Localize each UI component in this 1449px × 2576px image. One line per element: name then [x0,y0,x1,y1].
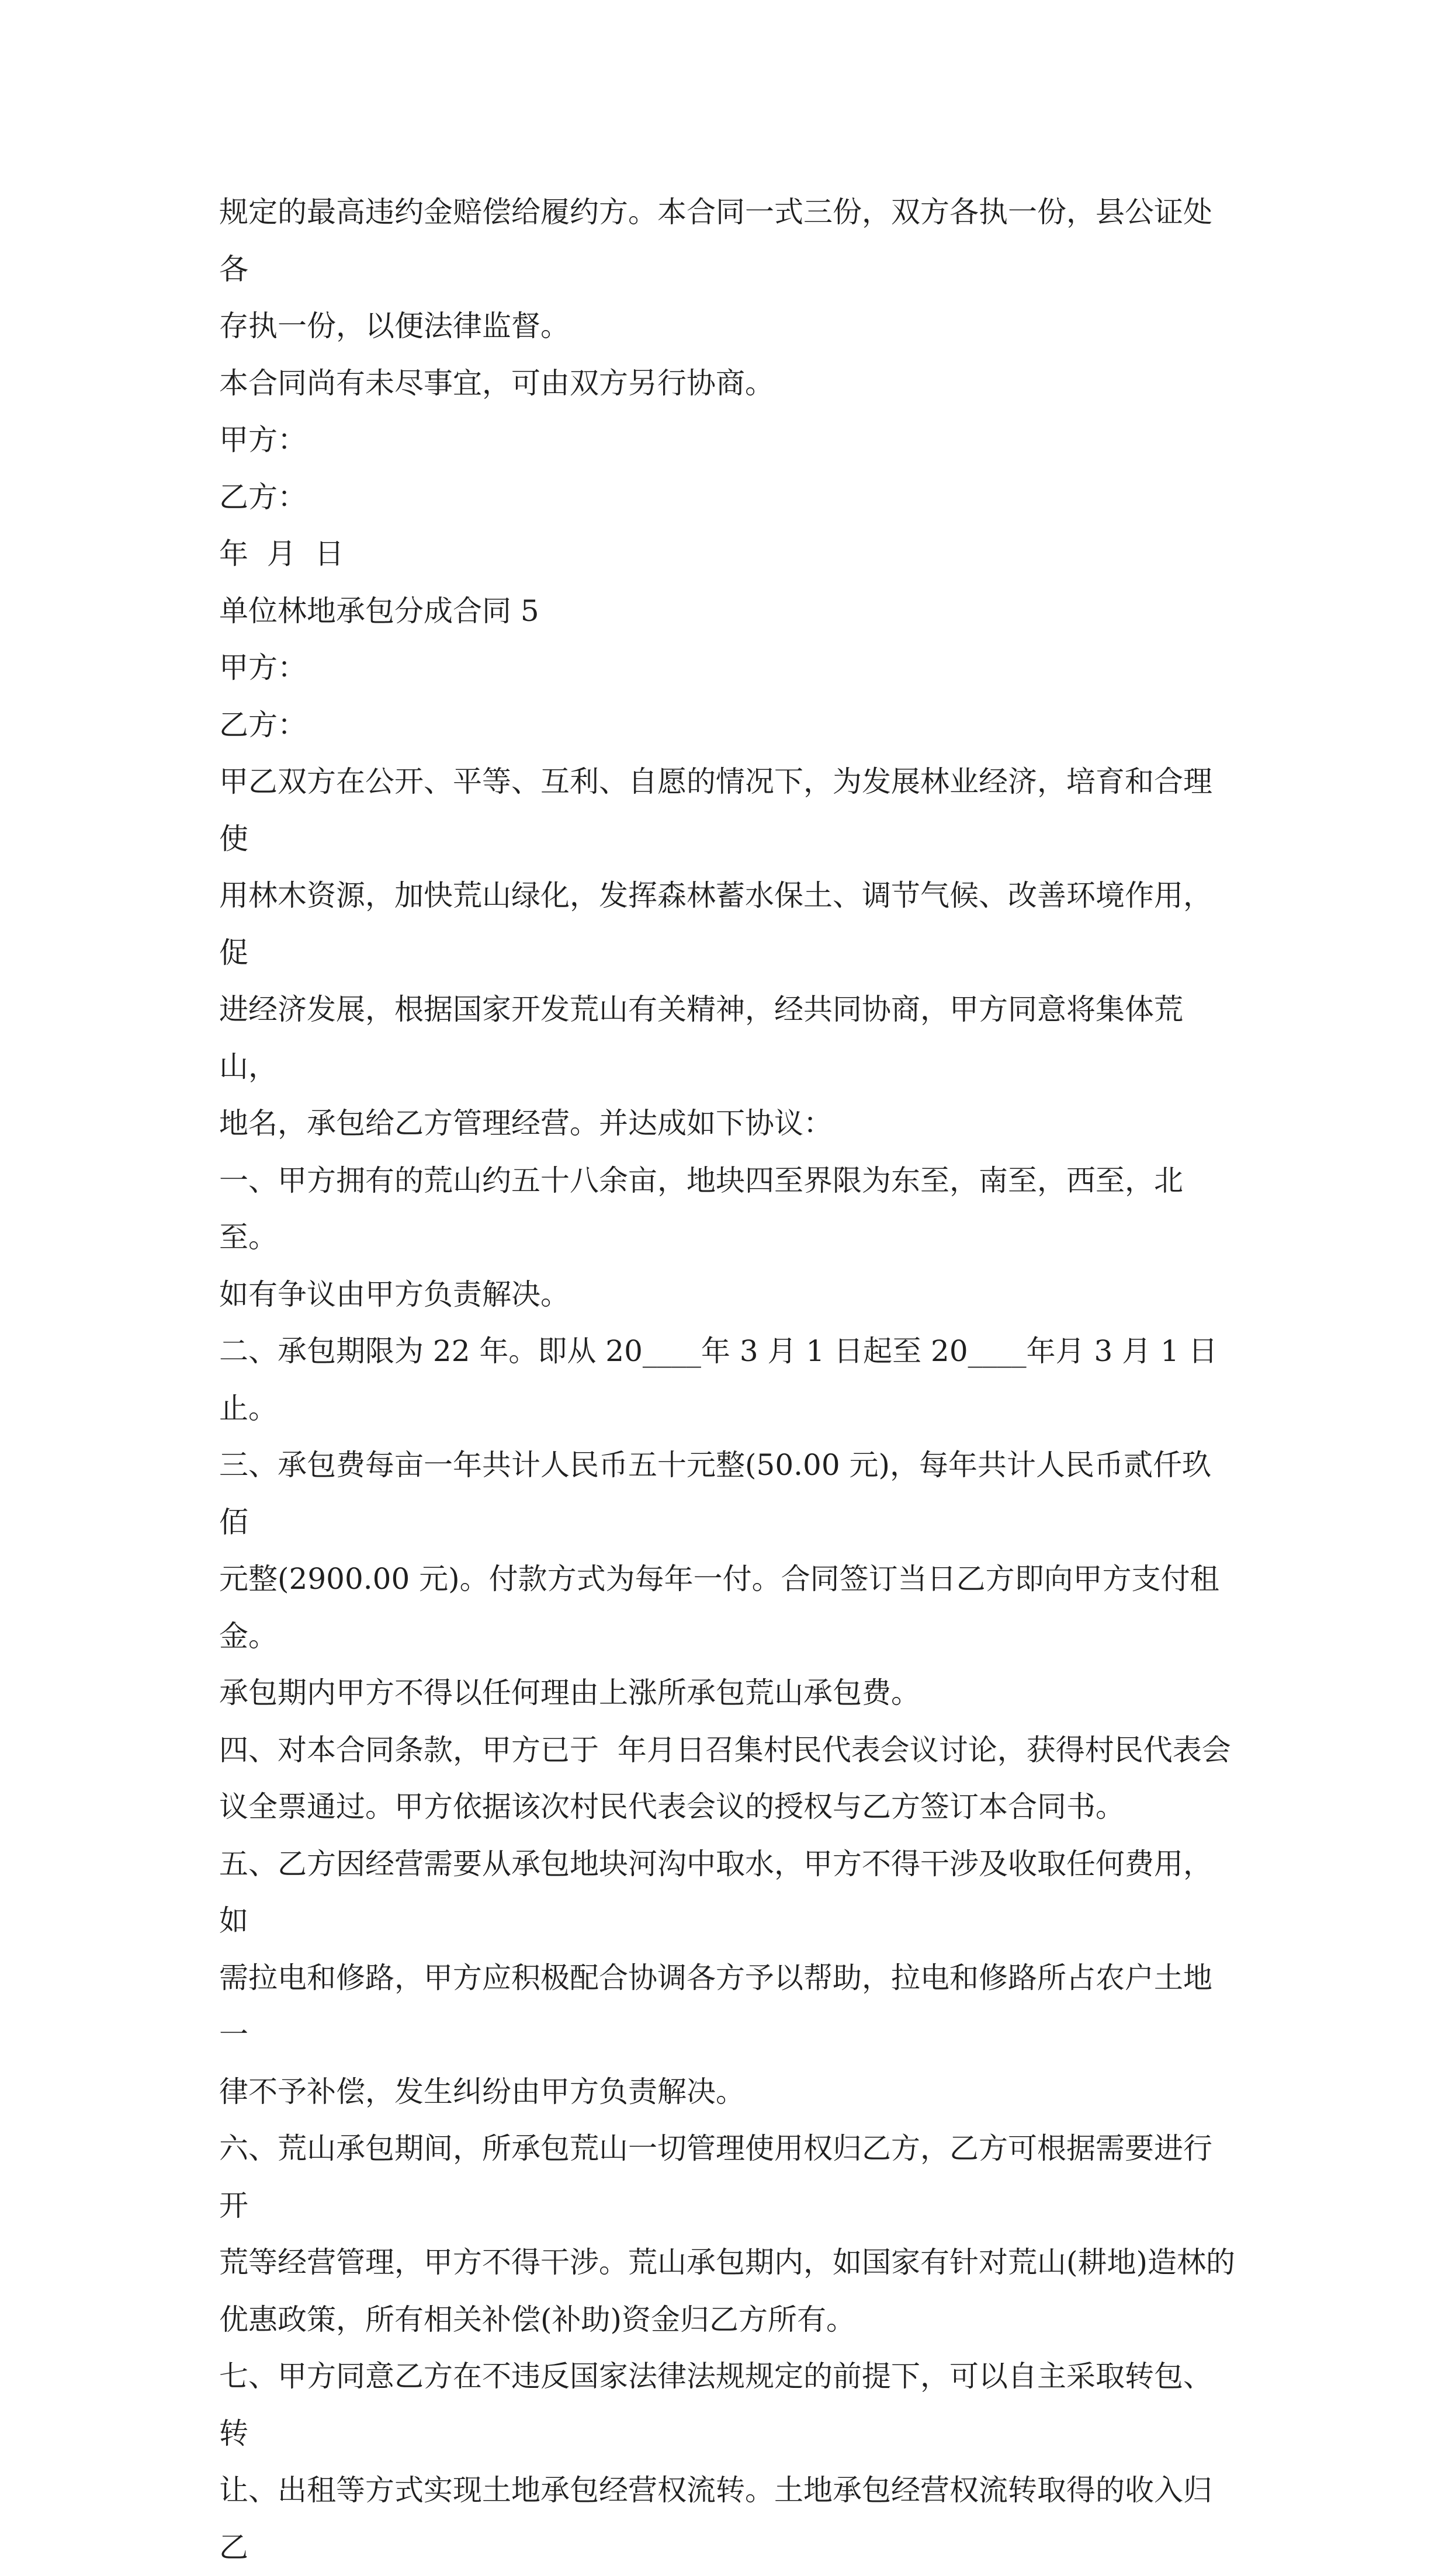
party-a-label: 甲方： [219,651,307,685]
text-line: 规定的最高违约金赔偿给履约方。本合同一式三份，双方各执一份，县公证处各 [219,195,1212,286]
clause-6: 六、荒山承包期间，所承包荒山一切管理使用权归乙方，乙方可根据需要进行开 [219,2131,1212,2223]
contract-title: 单位林地承包分成合同 5 [219,593,539,628]
clause-3: 三、承包费每亩一年共计人民币五十元整(50.00 元)，每年共计人民币贰仟玖佰 [219,1448,1212,1539]
text-line: 用林木资源，加快荒山绿化，发挥森林蓄水保土、调节气候、改善环境作用，促 [219,879,1212,970]
date-line: 年 月 日 [219,537,344,571]
text-line: 本合同尚有未尽事宜，可由双方另行协商。 [219,366,774,400]
contract-text [219,184,1236,2576]
clause-7: 七、甲方同意乙方在不违反国家法律法规规定的前提下，可以自主采取转包、转 [219,2359,1212,2450]
text-line: 让、出租等方式实现土地承包经营权流转。土地承包经营权流转取得的收入归乙 [219,2473,1212,2564]
clause-4: 四、对本合同条款，甲方已于 年月日召集村民代表会议讨论，获得村民代表会 [219,1733,1231,1767]
text-line: 存执一份，以便法律监督。 [219,309,570,343]
text-line: 荒等经营管理，甲方不得干涉。荒山承包期内，如国家有针对荒山(耕地)造林的 [219,2245,1236,2279]
text-line: 地名，承包给乙方管理经营。并达成如下协议： [219,1106,833,1140]
text-line: 承包期内甲方不得以任何理由上涨所承包荒山承包费。 [219,1676,920,1710]
text-line: 优惠政策，所有相关补偿(补助)资金归乙方所有。 [219,2302,856,2337]
party-b-label: 乙方： [219,707,307,742]
text-line: 律不予补偿，发生纠纷由甲方负责解决。 [219,2074,745,2109]
text-line: 如有争议由甲方负责解决。 [219,1277,570,1311]
clause-5: 五、乙方因经营需要从承包地块河沟中取水，甲方不得干涉及收取任何费用，如 [219,1846,1212,1938]
text-line: 进经济发展，根据国家开发荒山有关精神，经共同协商，甲方同意将集体荒山， [219,992,1183,1084]
text-line: 议全票通过。甲方依据该次村民代表会议的授权与乙方签订本合同书。 [219,1790,1125,1824]
party-a-label: 甲方： [219,423,307,457]
party-b-label: 乙方： [219,480,307,514]
text-line: 甲乙双方在公开、平等、互利、自愿的情况下，为发展林业经济，培育和合理使 [219,765,1212,856]
text-line: 需拉电和修路，甲方应积极配合协调各方予以帮助，拉电和修路所占农户土地一 [219,1960,1212,2051]
clause-2: 二、承包期限为 22 年。即从 20____年 3 月 1 日起至 20____年月 3 月 1 日止。 [219,1334,1218,1425]
clause-1: 一、甲方拥有的荒山约五十八余亩，地块四至界限为东至，南至，西至，北至。 [219,1163,1183,1254]
text-line: 元整(2900.00 元)。付款方式为每年一付。合同签订当日乙方即向甲方支付租金。 [219,1562,1219,1653]
